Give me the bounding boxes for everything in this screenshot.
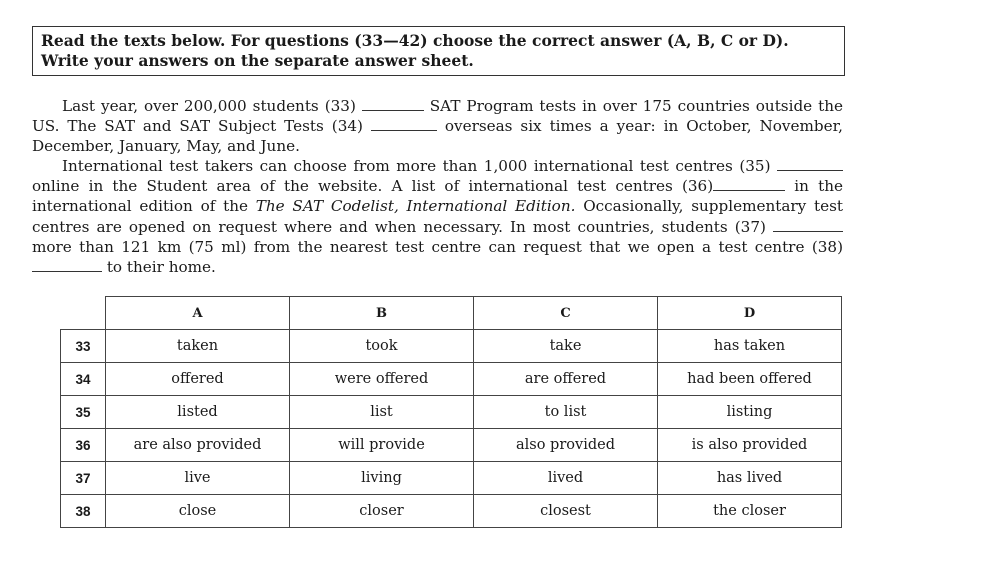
question-number: (37) (734, 217, 766, 236)
column-header-b: B (290, 297, 474, 330)
table-row (61, 396, 842, 429)
text: Occasionally, supplementary test centres are opened on request where and when necessary. In most countries, students (32, 197, 843, 236)
paragraph-1 (32, 96, 843, 156)
option-d: listing (658, 396, 842, 429)
answer-blank (362, 98, 424, 111)
text: overseas six times a year: in October, November, December, January, May, and June. (32, 117, 843, 156)
option-c: are offered (474, 363, 658, 396)
passage (32, 96, 843, 277)
option-c: take (474, 330, 658, 363)
text: to their home. (102, 257, 216, 276)
instructions-box: Read the texts below. For questions (33—42) choose the correct answer (A, B, C or D). Write your answers on the separate answer sheet. (32, 26, 845, 76)
column-header-c: C (474, 297, 658, 330)
option-c: lived (474, 462, 658, 495)
question-number-cell: 37 (61, 462, 106, 495)
options-table (60, 296, 842, 528)
question-number-cell: 34 (61, 363, 106, 396)
option-a: taken (106, 330, 290, 363)
option-b: were offered (290, 363, 474, 396)
option-b: list (290, 396, 474, 429)
option-a: listed (106, 396, 290, 429)
table-row (61, 429, 842, 462)
text: online in the Student area of the website. A list of international test centres (32, 177, 682, 196)
text: SAT Program tests in over 175 countries outside the US. The SAT and SAT Subject Tests (32, 97, 843, 136)
option-d: had been offered (658, 363, 842, 396)
answer-blank (32, 259, 102, 272)
table-row (61, 495, 842, 528)
option-d: has lived (658, 462, 842, 495)
corner-cell (61, 297, 106, 330)
option-b: took (290, 330, 474, 363)
table-row (61, 363, 842, 396)
option-a: close (106, 495, 290, 528)
option-d: has taken (658, 330, 842, 363)
table-row (61, 462, 842, 495)
option-a: offered (106, 363, 290, 396)
option-d: is also provided (658, 429, 842, 462)
option-a: live (106, 462, 290, 495)
codelist-title: The SAT Codelist, International Edition. (255, 197, 576, 216)
option-c: closest (474, 495, 658, 528)
question-number-cell: 36 (61, 429, 106, 462)
text: in the international edition of the (32, 177, 843, 216)
column-header-d: D (658, 297, 842, 330)
text: Last year, over 200,000 students (62, 97, 325, 115)
option-d: the closer (658, 495, 842, 528)
question-number-cell: 38 (61, 495, 106, 528)
question-number-cell: 33 (61, 330, 106, 363)
answer-blank (777, 158, 843, 171)
option-c: to list (474, 396, 658, 429)
column-header-a: A (106, 297, 290, 330)
answer-blank (713, 178, 785, 191)
header-row (61, 297, 842, 330)
question-number: (33) (324, 97, 356, 115)
option-c: also provided (474, 429, 658, 462)
text: International test takers can choose from more than 1,000 international test centres (62, 157, 740, 176)
table-row (61, 330, 842, 363)
answer-blank (773, 219, 843, 232)
option-a: are also provided (106, 429, 290, 462)
text: more than 121 km (75 ml) from the nearest test centre can request that we open a test centre (32, 237, 812, 256)
option-b: closer (290, 495, 474, 528)
answer-blank (371, 118, 437, 131)
paragraph-2 (32, 156, 843, 277)
question-number: (38) (811, 237, 843, 256)
question-number: (34) (331, 117, 363, 136)
option-b: will provide (290, 429, 474, 462)
question-number-cell: 35 (61, 396, 106, 429)
option-b: living (290, 462, 474, 495)
question-number: (35) (739, 157, 771, 176)
question-number: (36) (681, 177, 714, 196)
